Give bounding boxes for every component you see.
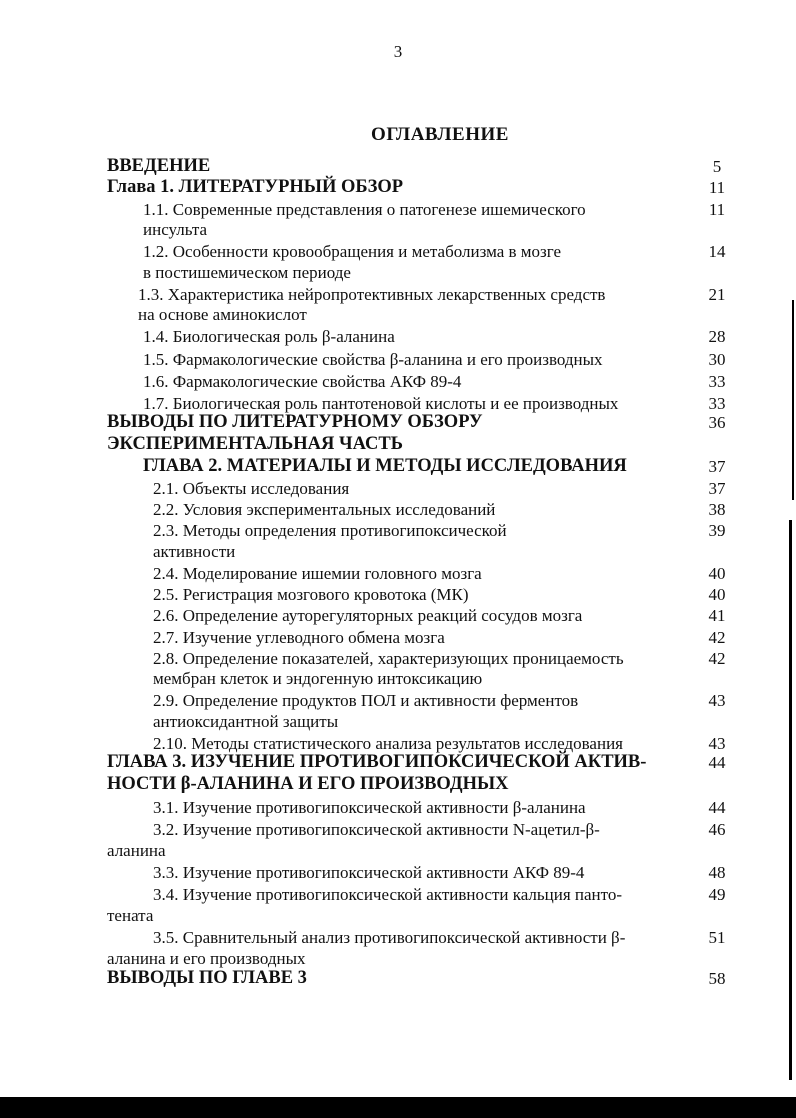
toc-entry-text: инсульта: [143, 220, 208, 239]
toc-entry-page: 40: [708, 585, 726, 604]
toc-entry-text: 1.1. Современные представления о патогенезе ишемического: [143, 200, 586, 219]
toc-entry-text: 2.7. Изучение углеводного обмена мозга: [153, 628, 445, 647]
toc-entry-text: 1.3. Характеристика нейропротективных лекарственных средств: [138, 285, 606, 304]
toc-entry-text: 2.3. Методы определения противогипоксической: [153, 521, 507, 540]
scan-edge-mark: [792, 300, 794, 500]
toc-entry-page: 48: [708, 863, 726, 882]
toc-entry-page: 30: [708, 350, 726, 369]
toc-entry-page: 28: [708, 327, 726, 346]
toc-entry-text: Глава 1. ЛИТЕРАТУРНЫЙ ОБЗОР: [107, 177, 404, 197]
toc-entry-text: 2.6. Определение ауторегуляторных реакций сосудов мозга: [153, 606, 583, 625]
toc-entry-page: 11: [708, 178, 726, 197]
toc-entry-text: мембран клеток и эндогенную интоксикацию: [153, 669, 483, 688]
toc-entry-text: 2.10. Методы статистического анализа результатов исследования: [153, 734, 623, 753]
toc-entry-text: 1.2. Особенности кровообращения и метаболизма в мозге: [143, 242, 562, 261]
toc-entry-text: 2.2. Условия экспериментальных исследований: [153, 500, 496, 519]
toc-entry-page: 41: [708, 606, 726, 625]
toc-entry-text: 3.4. Изучение противогипоксической активности кальция панто-: [153, 885, 623, 904]
toc-entry-page: 21: [708, 285, 726, 304]
toc-entry-page: 42: [708, 649, 726, 668]
toc-entry-text: 2.8. Определение показателей, характеризующих проницаемость: [153, 649, 624, 668]
toc-entry-text: 3.5. Сравнительный анализ противогипоксической активности β-: [153, 928, 626, 947]
toc-entry-page: 58: [708, 969, 726, 988]
toc-entry-text: 2.1. Объекты исследования: [153, 479, 350, 498]
toc-entry-text: на основе аминокислот: [138, 305, 307, 324]
toc-entry-text: аланина: [107, 841, 166, 860]
toc-entry-page: 39: [708, 521, 726, 540]
toc-entry-text: ЭКСПЕРИМЕНТАЛЬНАЯ ЧАСТЬ: [107, 434, 403, 454]
toc-title: ОГЛАВЛЕНИЕ: [371, 124, 509, 145]
toc-entry-text: 1.6. Фармакологические свойства АКФ 89-4: [143, 372, 462, 391]
toc-entry-page: 36: [708, 413, 726, 432]
toc-entry-text: НОСТИ β-АЛАНИНА И ЕГО ПРОИЗВОДНЫХ: [107, 774, 509, 794]
toc-entry-page: 38: [708, 500, 726, 519]
toc-entry-page: 11: [708, 200, 726, 219]
toc-entry-text: 3.3. Изучение противогипоксической активности АКФ 89-4: [153, 863, 585, 882]
toc-entry-page: 46: [708, 820, 726, 839]
toc-entry-page: 43: [708, 734, 726, 753]
toc-entry-page: 43: [708, 691, 726, 710]
toc-entry-text: антиоксидантной защиты: [153, 712, 339, 731]
toc-entry-page: 5: [712, 157, 722, 176]
scan-edge-mark: [789, 520, 792, 1080]
toc-entry-text: ВВЕДЕНИЕ: [107, 156, 211, 176]
toc-entry-page: 33: [708, 372, 726, 391]
toc-entry-text: 3.1. Изучение противогипоксической активности β-аланина: [153, 798, 586, 817]
toc-entry-page: 42: [708, 628, 726, 647]
toc-entry-page: 33: [708, 394, 726, 413]
toc-entry-text: ГЛАВА 2. МАТЕРИАЛЫ И МЕТОДЫ ИССЛЕДОВАНИЯ: [143, 456, 627, 476]
page-number: 3: [393, 42, 403, 61]
toc-entry-text: тената: [107, 906, 154, 925]
toc-entry-page: 37: [708, 479, 726, 498]
toc-entry-page: 14: [708, 242, 726, 261]
toc-entry-page: 51: [708, 928, 726, 947]
toc-entry-page: 49: [708, 885, 726, 904]
toc-entry-text: 3.2. Изучение противогипоксической активности N-ацетил-β-: [153, 820, 600, 839]
toc-entry-text: ГЛАВА 3. ИЗУЧЕНИЕ ПРОТИВОГИПОКСИЧЕСКОЙ АКТИВ-: [107, 752, 647, 772]
toc-entry-page: 44: [708, 798, 726, 817]
toc-entry-text: 2.5. Регистрация мозгового кровотока (МК): [153, 585, 469, 604]
toc-entry-text: 2.4. Моделирование ишемии головного мозга: [153, 564, 482, 583]
toc-entry-text: 1.4. Биологическая роль β-аланина: [143, 327, 395, 346]
toc-entry-text: 1.5. Фармакологические свойства β-аланина и его производных: [143, 350, 603, 369]
toc-entry-text: аланина и его производных: [107, 949, 306, 968]
toc-entry-text: активности: [153, 542, 236, 561]
toc-entry-text: ВЫВОДЫ ПО ГЛАВЕ 3: [107, 968, 307, 988]
toc-entry-text: 1.7. Биологическая роль пантотеновой кислоты и ее производных: [143, 394, 619, 413]
toc-entry-page: 44: [708, 753, 726, 772]
toc-entry-text: в постишемическом периоде: [143, 263, 351, 282]
toc-entry-text: ВЫВОДЫ ПО ЛИТЕРАТУРНОМУ ОБЗОРУ: [107, 412, 483, 432]
scan-bottom-border: [0, 1097, 796, 1118]
toc-entry-page: 40: [708, 564, 726, 583]
toc-entry-text: 2.9. Определение продуктов ПОЛ и активности ферментов: [153, 691, 579, 710]
toc-entry-page: 37: [708, 457, 726, 476]
